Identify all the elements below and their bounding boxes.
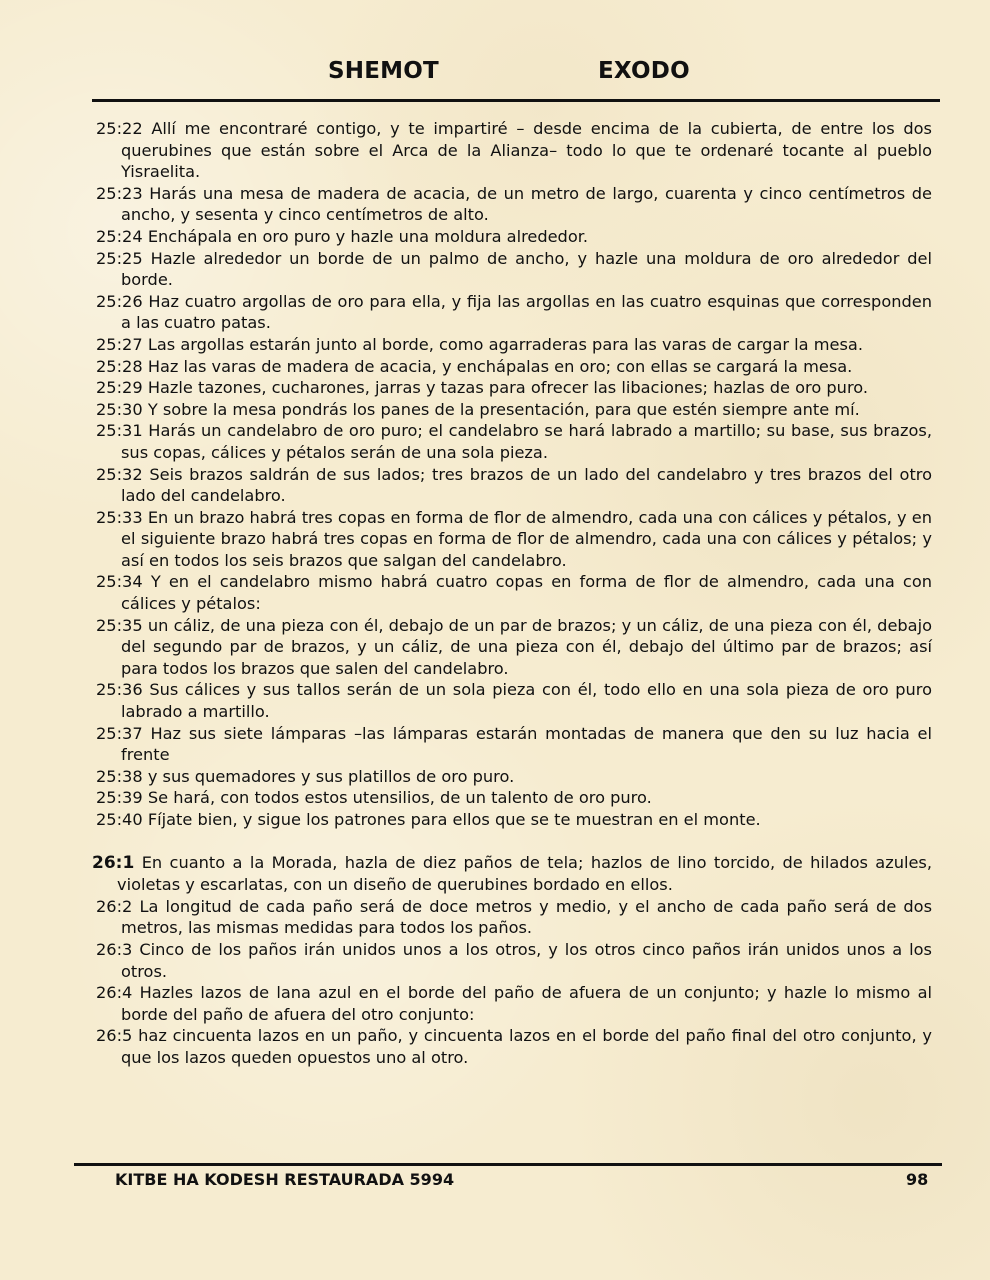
footer-divider: [74, 1163, 942, 1166]
verse: [96, 248, 932, 291]
verse-text: Harás un candelabro de oro puro; el candelabro se hará labrado a martillo; su base, sus brazos, sus copas, cálices y pétalos serán de una sola pieza.: [121, 421, 932, 462]
verse-text: un cáliz, de una pieza con él, debajo de un par de brazos; y un cáliz, de una pieza con él, debajo del segundo par de brazos, y un cáliz, de una pieza con él, debajo del último par de brazos; así para todos los brazos que salen del candelabro.: [121, 615, 932, 678]
verse: [96, 679, 932, 722]
verse-ref: 25:24: [96, 226, 143, 246]
verse: [96, 615, 932, 680]
verse: [96, 118, 932, 183]
verse-ref: 25:25: [96, 248, 143, 268]
verse: [96, 571, 932, 614]
verse-text: En un brazo habrá tres copas en forma de flor de almendro, cada una con cálices y pétalos, y en el siguiente brazo habrá tres copas en forma de flor de almendro, cada una con cálices y pétalos; y así en todos los seis brazos que salgan del candelabro.: [121, 507, 932, 570]
verse: [96, 723, 932, 766]
verse-text: Haz sus siete lámparas –las lámparas estarán montadas de manera que den su luz hacia el frente: [121, 723, 932, 765]
verse-ref: 25:22: [96, 119, 143, 138]
verse-text: Hazle alrededor un borde de un palmo de ancho, y hazle una moldura de oro alrededor del borde.: [121, 248, 932, 290]
verse-ref: 26:3: [96, 939, 133, 959]
verse: [96, 464, 932, 507]
verse: [96, 377, 932, 399]
verse: [96, 183, 932, 226]
footer-title: KITBE HA KODESH RESTAURADA 5994: [115, 1170, 455, 1189]
book-title-spanish: EXODO: [598, 58, 690, 84]
verse-ref: 25:35: [96, 615, 143, 635]
verse-ref: 25:30: [96, 399, 143, 419]
verse-ref: 25:27: [96, 334, 143, 354]
chapter-ref: 26:1: [92, 852, 135, 873]
verse-ref: 26:5: [96, 1026, 133, 1046]
page-header: [0, 58, 990, 92]
verse: [96, 507, 932, 572]
verse: [96, 420, 932, 463]
verse-ref: 25:23: [96, 183, 143, 203]
verse-ref: 25:38: [96, 766, 143, 786]
verse-ref: 26:4: [96, 983, 133, 1003]
verse: [96, 399, 932, 421]
verse-text: Enchápala en oro puro y hazle una moldura alrededor.: [147, 226, 589, 246]
verse-ref: 26:2: [96, 896, 133, 916]
verse-text: En cuanto a la Morada, hazla de diez paños de tela; hazlos de lino torcido, de hilados azules, violetas y escarlatas, con un diseño de querubines bordado en ellos.: [117, 852, 932, 895]
verse-text: Hazles lazos de lana azul en el borde del paño de afuera de un conjunto; y hazle lo mismo al borde del paño de afuera del otro conjunto:: [121, 983, 932, 1024]
verse: [96, 787, 932, 809]
verse-ref: 25:31: [96, 421, 143, 441]
verse-text: Allí me encontraré contigo, y te impartiré – desde encima de la cubierta, de entre los dos querubines que están sobre el Arca de la Alianza– todo lo que te ordenaré tocante al pueblo Yisraelita.: [121, 119, 932, 182]
verse: [96, 356, 932, 378]
verse-text: haz cincuenta lazos en un paño, y cincuenta lazos en el borde del paño final del otro conjunto, y que los lazos queden opuestos uno al otro.: [121, 1026, 932, 1067]
verse-text: Hazle tazones, cucharones, jarras y tazas para ofrecer las libaciones; hazlas de oro puro.: [147, 378, 869, 398]
verse-ref: 25:37: [96, 723, 143, 743]
verse: [96, 334, 932, 356]
verse: [96, 1025, 932, 1068]
verse: [96, 939, 932, 982]
verse-text: Y en el candelabro mismo habrá cuatro copas en forma de flor de almendro, cada una con cálices y pétalos:: [121, 572, 932, 614]
verse: [96, 226, 932, 248]
verse-text: Cinco de los paños irán unidos unos a los otros, y los otros cinco paños irán unidos unos a los otros.: [121, 939, 932, 981]
book-title-hebrew: SHEMOT: [328, 58, 439, 84]
verse-text: Haz las varas de madera de acacia, y enchápalas en oro; con ellas se cargará la mesa.: [147, 356, 853, 376]
verse-ref: 25:36: [96, 680, 143, 700]
verse: [96, 982, 932, 1025]
verse-ref: 25:39: [96, 788, 143, 808]
verse-text: y sus quemadores y sus platillos de oro puro.: [147, 766, 515, 786]
verse-ref: 25:32: [96, 464, 143, 484]
verse: [96, 766, 932, 788]
verse-ref: 25:34: [96, 572, 143, 592]
verse-text: Se hará, con todos estos utensilios, de un talento de oro puro.: [147, 788, 652, 808]
verse-text: Seis brazos saldrán de sus lados; tres brazos de un lado del candelabro y tres brazos del otro lado del candelabro.: [121, 464, 932, 506]
verse-ref: 25:28: [96, 356, 143, 376]
verse-ref: 25:26: [96, 291, 143, 311]
verse-ref: 25:33: [96, 507, 143, 527]
verse-text: La longitud de cada paño será de doce metros y medio, y el ancho de cada paño será de dos metros, las mismas medidas para todos los paños.: [121, 896, 932, 938]
page-number: 98: [906, 1170, 929, 1189]
verse-ref: 25:40: [96, 810, 143, 829]
verse: [96, 291, 932, 334]
verse-ref: 25:29: [96, 378, 143, 398]
verse-text: Fíjate bien, y sigue los patrones para ellos que se te muestran en el monte.: [147, 810, 761, 829]
chapter-start-verse: [92, 852, 932, 896]
verse-text: Haz cuatro argollas de oro para ella, y fija las argollas en las cuatro esquinas que corresponden a las cuatro patas.: [121, 291, 932, 333]
verse-text: Harás una mesa de madera de acacia, de un metro de largo, cuarenta y cinco centímetros de ancho, y sesenta y cinco centímetros de alto.: [121, 183, 932, 225]
header-divider: [92, 99, 940, 102]
verse-text: Sus cálices y sus tallos serán de un sola pieza con él, todo ello en una sola pieza de oro puro labrado a martillo.: [121, 680, 933, 722]
verse-text: Las argollas estarán junto al borde, como agarraderas para las varas de cargar la mesa.: [147, 334, 863, 354]
verse: [96, 896, 932, 939]
verse: [96, 809, 932, 831]
verse-text: Y sobre la mesa pondrás los panes de la presentación, para que estén siempre ante mí.: [147, 399, 860, 419]
scripture-body: [92, 118, 933, 1069]
